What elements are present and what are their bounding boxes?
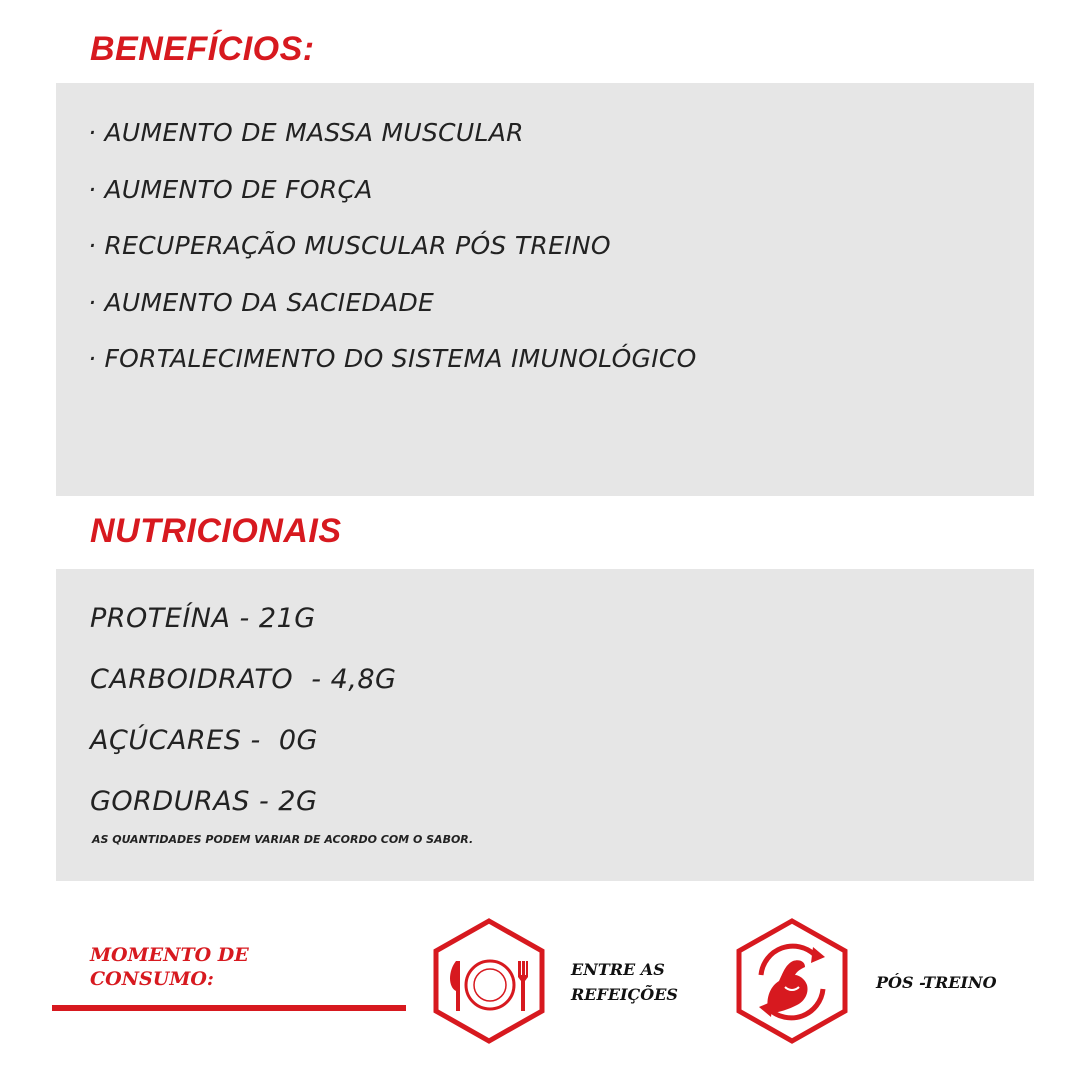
benefit-item: · RECUPERAÇÃO MUSCULAR PÓS TREINO (88, 231, 611, 260)
nutrient-row: AÇÚCARES - 0G (90, 725, 318, 756)
nutricionais-title: NUTRICIONAIS (90, 512, 342, 550)
post-workout-line1: PÓS -TREINO (876, 973, 997, 992)
consumption-moment-label (90, 943, 249, 991)
post-workout-label (876, 970, 997, 995)
flexed-arm-icon (735, 917, 849, 1045)
benefit-item: · AUMENTO DE FORÇA (88, 175, 373, 204)
nutrient-row: GORDURAS - 2G (90, 786, 318, 817)
nutrition-disclaimer: AS QUANTIDADES PODEM VARIAR DE ACORDO COM O SABOR. (92, 833, 474, 846)
red-divider (52, 1005, 406, 1011)
benefit-item: · AUMENTO DA SACIEDADE (88, 288, 435, 317)
nutrient-row: PROTEÍNA - 21G (90, 603, 316, 634)
plate-cutlery-icon (432, 917, 546, 1045)
beneficios-title: BENEFÍCIOS: (90, 30, 315, 68)
consumption-label-line2: CONSUMO: (90, 968, 214, 990)
nutrient-row: CARBOIDRATO - 4,8G (90, 664, 397, 695)
between-meals-line1: ENTRE AS (571, 960, 665, 979)
benefit-item: · FORTALECIMENTO DO SISTEMA IMUNOLÓGICO (88, 344, 697, 373)
between-meals-label (571, 957, 678, 1007)
between-meals-line2: REFEIÇÕES (571, 985, 678, 1004)
benefit-item: · AUMENTO DE MASSA MUSCULAR (88, 118, 524, 147)
consumption-label-line1: MOMENTO DE (90, 944, 249, 966)
